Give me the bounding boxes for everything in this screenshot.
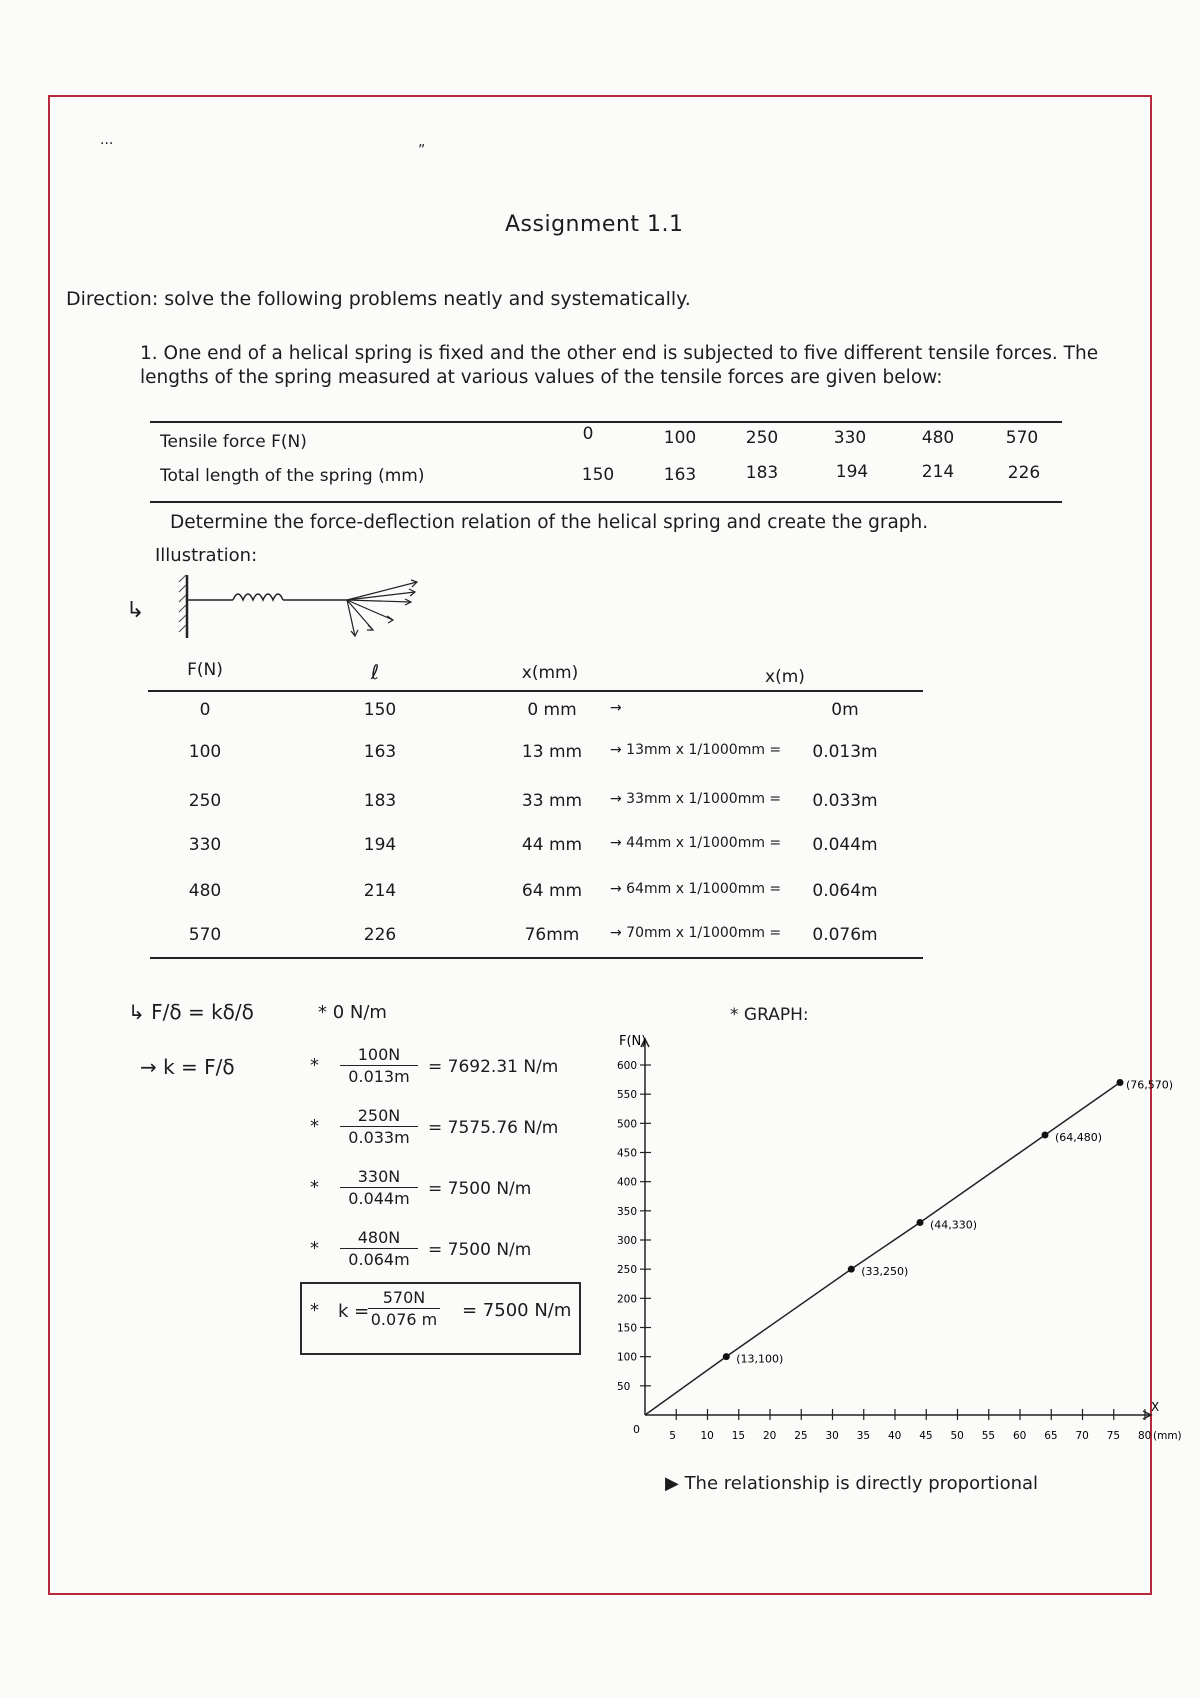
solution-bottom-rule bbox=[150, 957, 923, 959]
solution-top-rule bbox=[148, 690, 923, 692]
force-value: 0 bbox=[582, 424, 594, 444]
row-length: 163 bbox=[363, 742, 397, 762]
origin-label: 0 bbox=[633, 1423, 640, 1436]
series-line bbox=[645, 1083, 1120, 1416]
k-numerator: 330N bbox=[340, 1167, 418, 1188]
row-label-length: Total length of the spring (mm) bbox=[160, 466, 425, 486]
y-tick-label: 500 bbox=[617, 1118, 638, 1131]
conclusion-text: ▶ The relationship is directly proportional bbox=[665, 1473, 1039, 1494]
k-star: * bbox=[310, 1055, 319, 1076]
k-result: = 7500 N/m bbox=[428, 1240, 532, 1260]
x-tick-label: 40 bbox=[888, 1430, 902, 1442]
length-value: 226 bbox=[1007, 463, 1041, 483]
x-tick-label: 35 bbox=[856, 1430, 871, 1442]
y-tick-label: 350 bbox=[617, 1205, 638, 1218]
force-value: 570 bbox=[1005, 428, 1039, 448]
y-tick-label: 550 bbox=[617, 1089, 638, 1102]
x-tick-label: 45 bbox=[919, 1430, 933, 1442]
x-tick-label: 25 bbox=[794, 1430, 808, 1442]
col-header-length: ℓ bbox=[370, 660, 380, 684]
row-x-m: 0.064m bbox=[812, 881, 878, 901]
y-tick-label: 600 bbox=[617, 1060, 638, 1072]
y-tick-label: 450 bbox=[617, 1147, 638, 1160]
length-value: 194 bbox=[835, 462, 869, 482]
page-title: Assignment 1.1 bbox=[505, 212, 684, 237]
row-length: 214 bbox=[363, 881, 397, 901]
spring-illustration bbox=[175, 570, 435, 645]
x-tick-label: 50 bbox=[950, 1430, 964, 1442]
row-label-force: Tensile force F(N) bbox=[160, 432, 307, 452]
row-conversion: → 33mm x 1/1000mm = bbox=[610, 791, 782, 807]
k-denominator: 0.044m bbox=[348, 1189, 410, 1208]
k-numerator: 100N bbox=[340, 1045, 418, 1066]
k-fraction bbox=[340, 1228, 418, 1269]
point-label: (76,570) bbox=[1126, 1078, 1174, 1092]
point-label: (64,480) bbox=[1055, 1131, 1103, 1144]
x-tick-label: 15 bbox=[731, 1430, 746, 1442]
k-fraction bbox=[340, 1167, 418, 1208]
row-x-m: 0.044m bbox=[812, 835, 878, 855]
row-force: 570 bbox=[188, 925, 222, 945]
point-label: (44,330) bbox=[930, 1218, 978, 1232]
k-star: * bbox=[310, 1238, 319, 1259]
col-header-xm: x(m) bbox=[765, 667, 805, 687]
x-tick-label: 70 bbox=[1075, 1430, 1089, 1442]
force-value: 330 bbox=[833, 428, 867, 448]
y-tick-label: 150 bbox=[617, 1322, 638, 1335]
x-tick-label: 65 bbox=[1044, 1430, 1058, 1442]
row-length: 226 bbox=[363, 925, 397, 945]
k-numerator: 250N bbox=[340, 1106, 418, 1127]
direction-text: Direction: solve the following problems neatly and systematically. bbox=[66, 288, 691, 310]
y-tick-label: 50 bbox=[617, 1380, 631, 1393]
row-x-mm: 13 mm bbox=[521, 742, 583, 762]
y-tick-label: 400 bbox=[617, 1176, 638, 1189]
row-x-mm: 44 mm bbox=[521, 835, 583, 855]
determine-text: Determine the force-deflection relation of the helical spring and create the graph. bbox=[170, 512, 929, 533]
table-bottom-rule bbox=[150, 501, 1062, 503]
row-x-m: 0m bbox=[831, 700, 859, 720]
point-label: (33,250) bbox=[861, 1265, 909, 1279]
k-fraction bbox=[340, 1045, 418, 1086]
final-star: * bbox=[310, 1300, 319, 1321]
data-point bbox=[723, 1353, 730, 1360]
k-fraction bbox=[340, 1106, 418, 1147]
force-extension-graph bbox=[595, 1005, 1182, 1465]
k-denominator: 0.013m bbox=[348, 1067, 410, 1086]
x-tick-label: 10 bbox=[700, 1430, 714, 1442]
x-tick-label: 60 bbox=[1013, 1430, 1027, 1442]
row-force: 250 bbox=[188, 791, 222, 811]
x-tick-label: 30 bbox=[825, 1430, 839, 1442]
final-result: = 7500 N/m bbox=[462, 1300, 572, 1321]
y-tick-label: 100 bbox=[617, 1351, 638, 1364]
row-length: 150 bbox=[363, 700, 397, 720]
row-force: 330 bbox=[188, 835, 222, 855]
k-star: * bbox=[310, 1116, 319, 1137]
k-star: * bbox=[310, 1177, 319, 1198]
row-length: 183 bbox=[363, 791, 397, 811]
x-axis-unit: (mm) bbox=[1153, 1430, 1182, 1442]
row-x-m: 0.076m bbox=[812, 925, 878, 945]
formula-derivation: ↳ F/δ = kδ/δ bbox=[128, 1000, 254, 1024]
row-x-mm: 76mm bbox=[524, 925, 580, 945]
length-value: 163 bbox=[663, 465, 697, 485]
corner-dots: ... bbox=[100, 132, 114, 148]
length-value: 214 bbox=[921, 462, 955, 482]
k-denominator: 0.064m bbox=[348, 1250, 410, 1269]
col-header-xmm: x(mm) bbox=[521, 663, 579, 683]
data-point bbox=[848, 1266, 855, 1273]
row-conversion: → bbox=[610, 700, 622, 716]
row-x-m: 0.013m bbox=[812, 742, 878, 762]
graph-title: * GRAPH: bbox=[730, 1005, 809, 1025]
row-x-mm: 33 mm bbox=[521, 791, 583, 811]
y-axis-label: F(N) bbox=[619, 1034, 647, 1049]
point-label: (13,100) bbox=[736, 1352, 784, 1366]
k-result: = 7575.76 N/m bbox=[428, 1118, 559, 1138]
row-x-mm: 0 mm bbox=[527, 700, 577, 720]
x-axis-label: X bbox=[1151, 1400, 1160, 1414]
x-tick-label: 20 bbox=[763, 1430, 777, 1442]
illustration-label: Illustration: bbox=[155, 545, 258, 566]
final-numerator: 570N bbox=[368, 1288, 440, 1309]
x-tick-label: 5 bbox=[669, 1430, 676, 1442]
row-conversion: → 70mm x 1/1000mm = bbox=[610, 925, 782, 941]
y-tick-label: 200 bbox=[617, 1293, 638, 1306]
final-k-label: k = bbox=[338, 1301, 370, 1322]
formula-k: → k = F/δ bbox=[140, 1055, 235, 1079]
k-result: = 7500 N/m bbox=[428, 1179, 532, 1199]
data-point bbox=[1042, 1132, 1049, 1139]
data-point bbox=[917, 1219, 924, 1226]
row-conversion: → 44mm x 1/1000mm = bbox=[610, 835, 782, 851]
problem-statement: 1. One end of a helical spring is fixed and the other end is subjected to five different tensile forces. The lengths of the spring measured at various values of the tensile forces are given below: bbox=[140, 343, 1099, 388]
k-value-first: * 0 N/m bbox=[318, 1002, 387, 1023]
table-top-rule bbox=[150, 421, 1062, 423]
row-length: 194 bbox=[363, 835, 397, 855]
k-denominator: 0.033m bbox=[348, 1128, 410, 1147]
row-force: 0 bbox=[199, 700, 211, 720]
length-value: 150 bbox=[581, 465, 615, 485]
k-result: = 7692.31 N/m bbox=[428, 1057, 559, 1077]
final-fraction bbox=[368, 1288, 440, 1329]
x-tick-label: 75 bbox=[1106, 1430, 1121, 1442]
length-value: 183 bbox=[745, 463, 779, 483]
x-tick-label: 80 bbox=[1138, 1430, 1152, 1442]
corner-mark: „ bbox=[418, 134, 426, 150]
x-tick-label: 55 bbox=[981, 1430, 996, 1442]
force-value: 100 bbox=[663, 428, 697, 448]
row-force: 100 bbox=[188, 742, 222, 762]
force-value: 250 bbox=[745, 428, 779, 448]
row-x-mm: 64 mm bbox=[521, 881, 583, 901]
row-force: 480 bbox=[188, 881, 222, 901]
row-conversion: → 64mm x 1/1000mm = bbox=[610, 881, 782, 897]
row-conversion: → 13mm x 1/1000mm = bbox=[610, 742, 782, 758]
y-tick-label: 300 bbox=[617, 1235, 638, 1247]
row-x-m: 0.033m bbox=[812, 791, 878, 811]
illustration-arrow: ↳ bbox=[126, 598, 145, 623]
y-tick-label: 250 bbox=[617, 1264, 638, 1277]
force-value: 480 bbox=[921, 428, 955, 448]
k-numerator: 480N bbox=[340, 1228, 418, 1249]
col-header-force: F(N) bbox=[187, 660, 223, 680]
final-denominator: 0.076 m bbox=[370, 1310, 438, 1329]
data-point bbox=[1117, 1079, 1124, 1086]
